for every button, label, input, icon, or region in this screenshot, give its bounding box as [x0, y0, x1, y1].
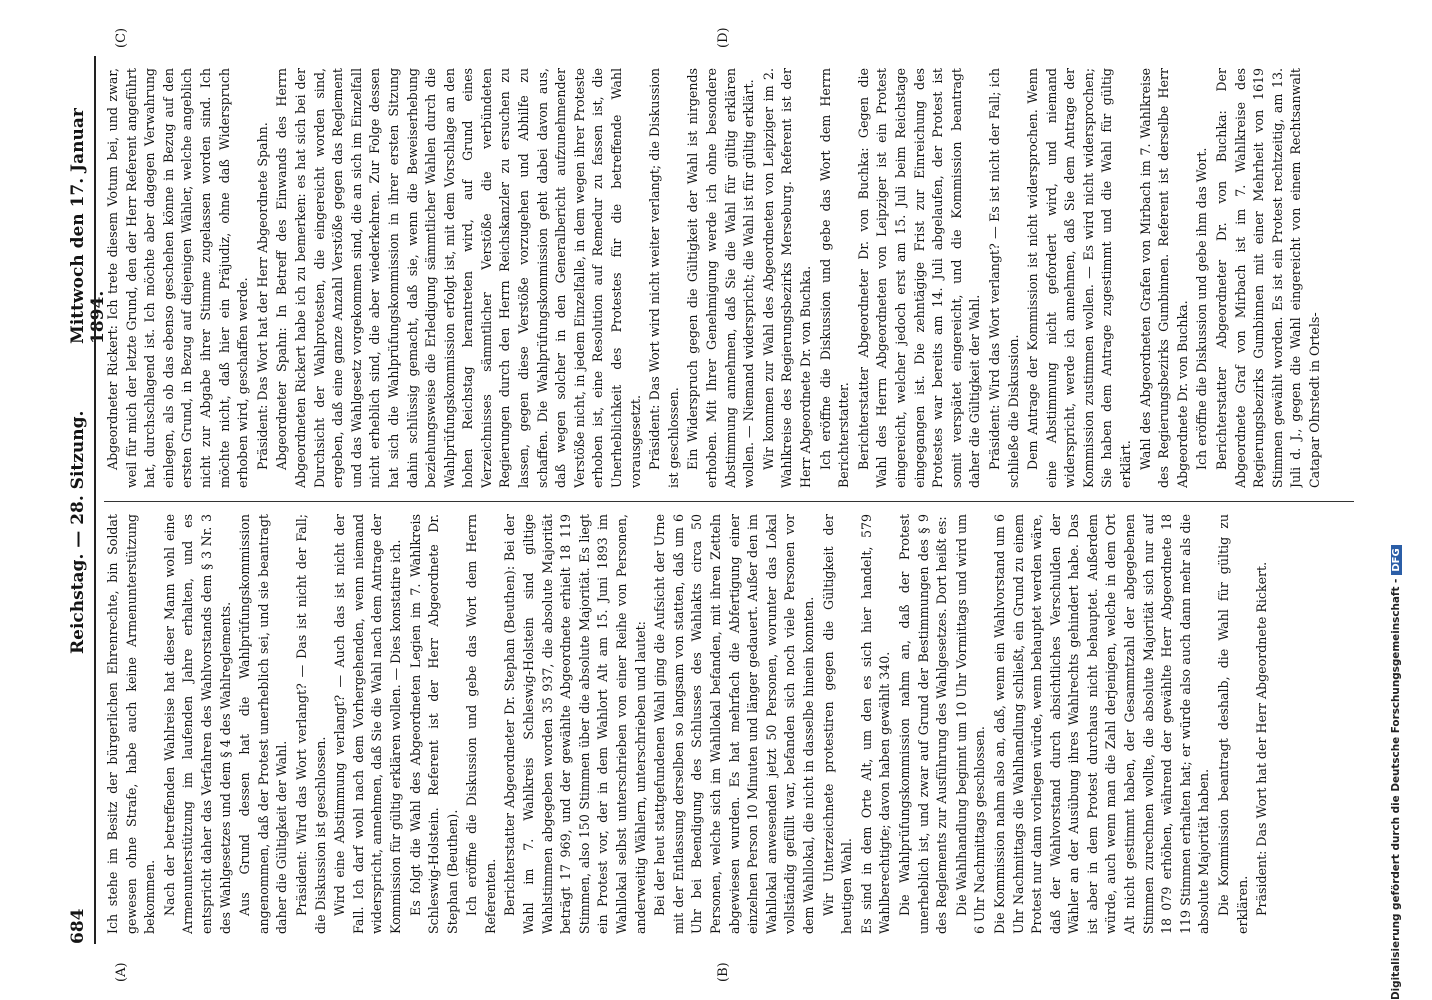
paragraph: Ich eröffne die Diskussion und gebe das Wort dem Herrn Berichterstatter.	[817, 68, 852, 488]
paragraph: Aus Grund dessen hat die Wahlprüfungskommission angenommen, daß der Protest unerheblich sei, und sie beantragt daher die Gültigkeit der Wahl.	[237, 514, 290, 934]
paragraph: Die Wahlhandlung beginnt um 10 Uhr Vormittags und wird um 6 Uhr Nachmittags geschlossen.	[953, 514, 988, 934]
dfg-logo: DFG	[1391, 545, 1402, 574]
session-date: Mittwoch den 17. Januar 1894.	[68, 108, 108, 344]
page-number: 684	[68, 908, 88, 944]
credit-text: Digitalisierung gefördert durch die Deutsche Forschungsgemeinschaft -	[1390, 578, 1402, 1000]
page-title: Reichstag. — 28. Sitzung.	[68, 410, 88, 654]
paragraph: Ich eröffne die Diskussion und gebe das Wort dem Herrn Referenten.	[464, 514, 498, 934]
paragraph: Wir kommen zur Wahl des Abgeordneten von Leipziger im 2. Wahlkreise des Regierungsbezirks Merseburg. Referent ist der Herr Abgeordnete Dr. von Buchka.	[760, 68, 813, 488]
paragraph: Ein Widerspruch gegen die Gültigkeit der Wahl ist nirgends erhoben. Mit Ihrer Genehmigung werde ich ohne besondere Abstimmung annehmen, daß Sie die Wahl für gültig erklären wollen. — Niemand widerspricht; die Wahl ist für gültig erklärt.	[685, 68, 757, 488]
paragraph: Es folgt die Wahl des Abgeordneten Legien im 7. Wahlkreis Schleswig-Holstein. Referent ist der Herr Abgeordnete Dr. Stephan (Beuthen).	[407, 514, 460, 934]
margin-marker-b: (B)	[716, 962, 731, 982]
paragraph: Nach der betreffenden Wahlreise hat dieser Mann wohl eine Armenunterstützung im laufenden Jahre erhalten, und es entspricht daher das Verfahren des Wahlvorstands dem § 3 Nr. 3 des Wahlgesetzes und dem § 4 des Wahlreglements.	[161, 514, 233, 934]
paragraph: Die Kommission nahm also an, daß, wenn ein Wahlvorstand um 6 Uhr Nachmittags die Wahlhandlung schließt, ein Grund zu einem Protest nur dann vorliegen würde, wenn behauptet werden wäre, daß der Wahlvorstand durch absichtliches Verschulden der Wähler an der Ausübung ihres Wahlrechts gehindert habe. Das ist aber in dem Protest durchaus nicht behauptet. Außerdem würde, auch wenn man die Zahl derjenigen, welche in dem Ort Alt nicht gestimmt haben, der Gesammtzahl der abgegebenen Stimmen zurechnen wollte, die absolute Majorität sich nur auf 18 079 erhöhen, während der gewählte Herr Abgeordnete 18 119 Stimmen erhalten hat; er würde also auch dann mehr als die absolute Majorität haben.	[991, 514, 1212, 934]
paragraph: Wir Unterzeichnete protestiren gegen die Gültigkeit der heutigen Wahl.	[820, 514, 855, 934]
right-column	[104, 68, 1354, 488]
paragraph: Berichterstatter Abgeordneter Dr. von Buchka: Gegen die Wahl des Herrn Abgeordneten von Leipziger ist ein Protest eingereicht, welcher jedoch erst am 15. Juli beim Reichstage eingegangen ist. Die zehntägige Frist zur Einreichung des Protestes war bereits am 14. Juli abgelaufen, der Protest ist somit verspätet eingereicht, und die Kommission beantragt daher die Gültigkeit der Wahl.	[855, 68, 983, 488]
header-rule	[94, 56, 96, 944]
paragraph: Dem Antrage der Kommission ist nicht widersprochen. Wenn eine Abstimmung nicht gefordert wird, und niemand widerspricht, werde ich annehmen, daß Sie dem Antrage der Kommission zustimmen wollen. — Es wird nicht widersprochen; Sie haben dem Antrage zugestimmt und die Wahl für gültig erklärt.	[1025, 68, 1134, 488]
paragraph: Abgeordneter Rickert: Ich trete diesem Votum bei, und zwar, weil für mich der letzte Grund, den der Herr Referent angeführt hat, durchschlagend ist. Ich möchte aber dagegen Verwahrung einlegen, als ob das ebenso geschehen könne in Bezug auf den ersten Grund, in Bezug auf diejenigen Wähler, welche angeblich nicht zur Abgabe ihrer Stimme zugelassen worden sind. Ich möchte nicht, daß hier ein Präjudiz, ohne daß Widerspruch erhoben wird, geschaffen werde.	[105, 68, 251, 488]
paragraph: Präsident: Wird das Wort verlangt? — Das ist nicht der Fall; die Diskussion ist geschlossen.	[293, 514, 328, 934]
margin-marker-d: (D)	[716, 27, 731, 48]
paragraph: Die Wahlprüfungskommission nahm an, daß der Protest unerheblich ist, und zwar auf Grund der Bestimmungen des § 9 des Reglements zur Ausführung des Wahlgesetzes. Dort heißt es:	[896, 514, 950, 934]
paragraph: Präsident: Das Wort hat der Herr Abgeordnete Rickert.	[1254, 561, 1270, 916]
paragraph: Präsident: Das Wort wird nicht weiter verlangt; die Diskussion ist geschlossen.	[647, 68, 681, 488]
margin-marker-a: (A)	[114, 962, 129, 982]
margin-marker-c: (C)	[114, 27, 129, 48]
paragraph: Ich stehe im Besitz der bürgerlichen Ehrenrechte, bin Soldat gewesen ohne Strafe, habe auch keine Armenunterstützung bekommen.	[105, 514, 158, 934]
paragraph: Die Kommission beantragt deshalb, die Wahl für gültig zu erklären.	[1216, 514, 1250, 934]
paragraph: Wird eine Abstimmung verlangt? — Auch das ist nicht der Fall. Ich darf wohl nach dem Vorhergehenden, wenn niemand widerspricht, annehmen, daß Sie die Wahl nach dem Antrage der Kommission für gültig erklären wollen. — Dies konstatire ich.	[332, 514, 403, 934]
paragraph: Ich eröffne die Diskussion und gebe ihm das Wort.	[1194, 147, 1210, 470]
paragraph: Abgeordneter Spahn: In Betreff des Einwands des Herrn Abgeordneten Rickert habe ich zu bemerken: es hat sich bei der Durchsicht der Wahlprotesten, die eingereicht worden sind, ergeben, daß eine ganze Anzahl Verstöße gegen das Reglement und das Wahlgesetz vorgekommen sind, die an sich im Einzelfall nicht erheblich sind, die aber wiederkehren. Zur Folge dessen hat sich die Wahlprüfungskommission in ihrer ersten Sitzung dahin schlüssig gemacht, daß sie, wenn die Beweiserhebung beziehungsweise die Erledigung sämmtlicher Wahlen durch die Wahlprüfungskommission erfolgt ist, mit dem Vorschlage an den hohen Reichstag herantreten wird, auf Grund eines Verzeichnisses sämmtlicher Verstöße die verbündeten Regierungen durch den Herrn Reichskanzler zu ersuchen zu lassen, gegen diese Verstöße vorzugehen und Abhilfe zu schaffen. Die Wahlprüfungskommission geht dabei davon aus, daß wegen solcher in den Generalbericht aufzunehmender Verstöße nicht, in jedem Einzelfalle, in dem wegen ihrer Proteste erhoben ist, eine Resolution auf Remedur zu fassen ist, die Unerheblichkeit des Protestes für die betreffende Wahl vorausgesetzt.	[274, 68, 643, 488]
paragraph: Bei der heut stattgefundenen Wahl ging die Aufsicht der Urne mit der Entlassung derselben so langsam von statten, daß um 6 Uhr bei Beendigung des Schlusses des Wahlakts circa 50 Personen, welche sich im Wahllokal befanden, mit ihren Zetteln abgewiesen wurden. Es hat mehrfach die Abfertigung einer einzelnen Person 10 Minuten und länger gedauert. Außer den im Wahllokal anwesenden jetzt 50 Personen, worunter das Lokal vollständig gefüllt war, befanden sich noch viele Personen vor dem Wahllokal, die nicht in dasselbe hinein konnten.	[652, 514, 816, 934]
paragraph: Präsident: Wird das Wort verlangt? — Es ist nicht der Fall; ich schließe die Diskussion.	[986, 68, 1021, 488]
paragraph: Präsident: Das Wort hat der Herr Abgeordnete Spahn.	[254, 122, 270, 470]
paragraph: Es sind in dem Orte Alt, um den es sich hier handelt, 579 Wahlberechtigte; davon haben gewählt 340.	[858, 514, 893, 934]
paragraph: Wahl des Abgeordneten Grafen von Mirbach im 7. Wahlkreise des Regierungsbezirks Gumbinnen. Referent ist derselbe Herr Abgeordnete Dr. von Buchka.	[1137, 68, 1190, 488]
paragraph: Berichterstatter Abgeordneter Dr. von Buchka: Der Abgeordnete Graf von Mirbach ist im 7. Wahlkreise des Regierungsbezirks Gumbinnen mit einer Mehrheit von 1619 Stimmen gewählt worden. Es ist ein Protest rechtzeitig, am 13. Juli d. J., gegen die Wahl eingereicht von einem Rechtsanwalt Catapar Ohrstedt in Ortels-	[1214, 68, 1322, 488]
credit-text-line	[1390, 545, 1402, 1000]
paragraph: Berichterstatter Abgeordneter Dr. Stephan (Beuthen): Bei der Wahl im 7. Wahlkreis Schleswig-Holstein sind giltige Wahlstimmen abgegeben worden 35 937, die absolute Majorität beträgt 17 969, und der gewählte Abgeordnete erhielt 18 119 Stimmen, also 150 Stimmen über die absolute Majorität. Es liegt ein Protest vor, der in dem Wahlort Alt am 15. Juni 1893 im Wahllokal selbst unterschrieben von einer Reihe von Personen, anderweitig Wählern, unterschrieben und lautet:	[502, 514, 648, 934]
left-column	[104, 514, 1354, 934]
column-divider	[104, 501, 1354, 502]
